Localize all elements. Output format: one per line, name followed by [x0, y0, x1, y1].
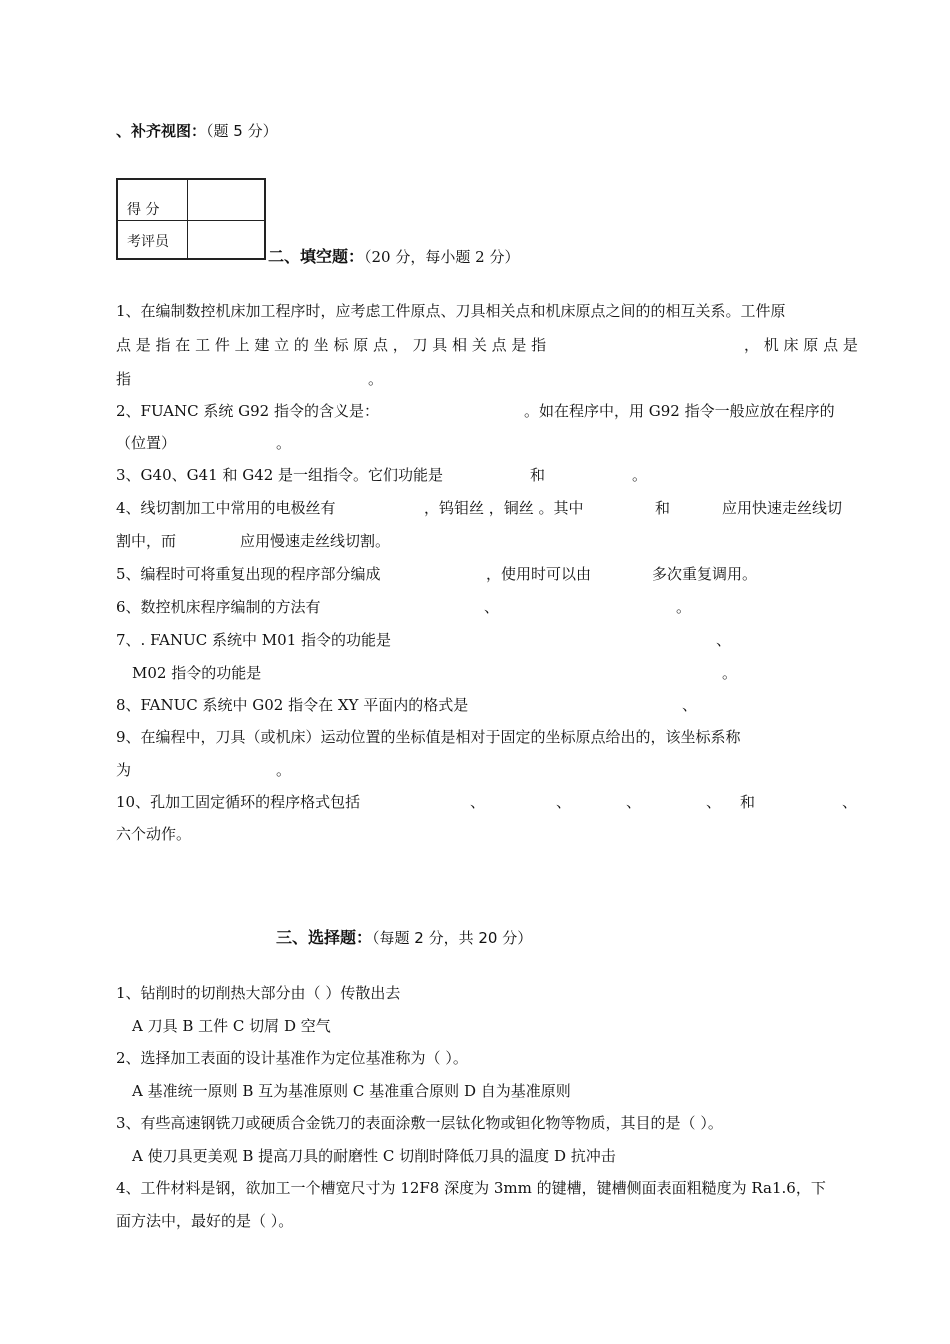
fill-q3-end: 。: [632, 466, 648, 484]
fill-q6-end: 。: [676, 598, 692, 616]
section1-title: 、补齐视图：: [116, 122, 207, 140]
score-value-cell[interactable]: [188, 180, 264, 220]
grader-label-cell: [118, 220, 188, 260]
fill-q4-line2: 割中，而: [116, 532, 177, 550]
fill-q5: 5、编程时可将重复出现的程序部分编成: [116, 565, 381, 583]
choice-q1-options: A 刀具 B 工件 C 切屑 D 空气: [132, 1017, 331, 1035]
score-label: 得 分: [127, 202, 160, 218]
fill-q7-line1-sep: 、: [716, 631, 732, 649]
fill-q5-tail: 多次重复调用。: [652, 565, 758, 583]
fill-q10-line1: 10、孔加工固定循环的程序格式包括: [116, 793, 361, 811]
fill-q3: 3、G40、G41 和 G42 是一组指令。它们功能是: [116, 466, 444, 484]
fill-q1-line3-end: 。: [368, 370, 384, 388]
fill-q9-line2-end: 。: [276, 761, 292, 779]
section2-heading: [268, 244, 519, 267]
fill-q2-line2: （位置）: [116, 434, 177, 452]
fill-q10-sep3: 、: [626, 793, 642, 811]
section2-title: 二、填空题：: [268, 247, 365, 266]
section1-note: （题 5 分）: [206, 122, 278, 140]
grader-row: [118, 220, 264, 260]
fill-q3-and: 和: [530, 466, 546, 484]
score-label-cell: [118, 180, 188, 220]
fill-q5-mid: ，使用时可以由: [486, 565, 592, 583]
fill-q8-sep: 、: [682, 696, 698, 714]
choice-q3-options: A 使刀具更美观 B 提高刀具的耐磨性 C 切削时降低刀具的温度 D 抗冲击: [132, 1147, 616, 1165]
fill-q4-line2-tail: 应用慢速走丝线切割。: [240, 532, 391, 550]
grader-label: 考评员: [127, 234, 169, 250]
fill-q2-line1: 2、FUANC 系统 G92 指令的含义是：: [116, 402, 379, 420]
choice-q2: 2、选择加工表面的设计基准作为定位基准称为（ ）。: [116, 1049, 468, 1067]
fill-q1-line2-tail: ， 机 床 原 点 是: [744, 336, 858, 354]
fill-q2-line1-tail: 。如在程序中，用 G92 指令一般应放在程序的: [524, 402, 835, 420]
choice-q4-line2: 面方法中，最好的是（ ）。: [116, 1212, 294, 1230]
fill-q4-line1-tail: 应用快速走丝线切: [722, 499, 843, 517]
fill-q6-sep: 、: [484, 598, 500, 616]
score-box: [116, 178, 266, 260]
fill-q10-sep4: 、: [706, 793, 722, 811]
section2-note: （20 分，每小题 2 分）: [364, 248, 520, 266]
score-row: [118, 180, 264, 221]
fill-q10-sep1: 、: [470, 793, 486, 811]
fill-q10-sep2: 、: [556, 793, 572, 811]
choice-q4: 4、工件材料是钢，欲加工一个槽宽尺寸为 12F8 深度为 3mm 的键槽，键槽侧面表面粗糙度为 Ra1.6，下: [116, 1179, 826, 1197]
fill-q10-sep5: 、: [842, 793, 858, 811]
fill-q4-line1: 4、线切割加工中常用的电极丝有: [116, 499, 336, 517]
choice-q1: 1、钻削时的切削热大部分由（ ）传散出去: [116, 984, 401, 1002]
section3-title: 三、选择题：: [276, 928, 373, 947]
fill-q1-line2: 点 是 指 在 工 件 上 建 立 的 坐 标 原 点 ， 刀 具 相 关 点 是 指: [116, 336, 547, 354]
fill-q10-and: 和: [740, 793, 756, 811]
fill-q7-line2: M02 指令的功能是: [132, 664, 262, 682]
fill-q10-line2: 六个动作。: [116, 825, 192, 843]
grader-value-cell[interactable]: [188, 220, 264, 260]
fill-q9-line1: 9、在编程中，刀具（或机床）运动位置的坐标值是相对于固定的坐标原点给出的，该坐标系称: [116, 728, 741, 746]
fill-q1-line3: 指: [116, 370, 132, 388]
fill-q4-line1-mid: ，钨钼丝 ，铜丝 。其中: [424, 499, 584, 517]
choice-q2-options: A 基准统一原则 B 互为基准原则 C 基准重合原则 D 自为基准原则: [132, 1082, 571, 1100]
section1-heading: [116, 120, 278, 141]
fill-q6: 6、数控机床程序编制的方法有: [116, 598, 321, 616]
section3-note: （每题 2 分，共 20 分）: [372, 929, 533, 947]
fill-q7-line2-end: 。: [722, 664, 738, 682]
section3-heading: [276, 925, 532, 948]
fill-q4-line1-and: 和: [655, 499, 671, 517]
fill-q7-line1: 7、. FANUC 系统中 M01 指令的功能是: [116, 631, 392, 649]
fill-q8: 8、FANUC 系统中 G02 指令在 XY 平面内的格式是: [116, 696, 469, 714]
choice-q3: 3、有些高速钢铣刀或硬质合金铣刀的表面涂敷一层钛化物或钽化物等物质，其目的是（ ）。: [116, 1114, 723, 1132]
fill-q9-line2: 为: [116, 761, 132, 779]
fill-q1-line1: 1、在编制数控机床加工程序时，应考虑工件原点、刀具相关点和机床原点之间的的相互关系。工件原: [116, 302, 786, 320]
fill-q2-line2-end: 。: [276, 434, 292, 452]
